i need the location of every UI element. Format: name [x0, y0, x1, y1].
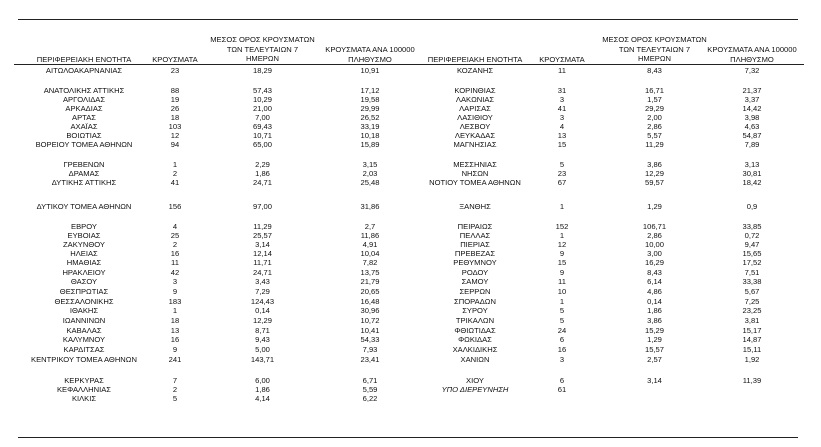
- cell-cases: 61: [557, 385, 567, 394]
- cell-cases: 9: [172, 287, 178, 296]
- cell-avg: 1,86: [255, 169, 270, 178]
- cell-cases: 3: [172, 277, 178, 286]
- cell-name: ΦΘΙΩΤΙΔΑΣ: [454, 326, 496, 335]
- cell-name: ΧΙΟΥ: [466, 376, 484, 385]
- table-row: [0, 297, 821, 306]
- cell-cases: 11: [558, 277, 566, 286]
- cell-name: ΙΩΑΝΝΙΝΩΝ: [62, 316, 106, 325]
- cell-cases: 24: [557, 326, 567, 335]
- cell-name: ΥΠΟ ΔΙΕΡΕΥΝΗΣΗ: [441, 385, 509, 394]
- cell-per100k: 29,99: [360, 104, 380, 113]
- cell-cases: 15: [557, 140, 567, 149]
- cell-avg: 0,14: [255, 306, 270, 315]
- cell-per100k: 13,75: [360, 268, 380, 277]
- bottom-rule: [18, 437, 798, 438]
- cell-avg: 2,86: [647, 122, 662, 131]
- right-header-avg-line3: ΗΜΕΡΩΝ: [637, 54, 672, 63]
- right-header-cases: ΚΡΟΥΣΜΑΤΑ: [539, 55, 585, 64]
- cell-cases: 9: [172, 345, 178, 354]
- cell-per100k: 6,71: [362, 376, 378, 385]
- cell-per100k: 15,11: [742, 345, 762, 354]
- cell-per100k: 9,47: [744, 240, 760, 249]
- cell-cases: 1: [559, 297, 565, 306]
- cell-name: ΞΑΝΘΗΣ: [459, 202, 491, 211]
- cell-name: ΝΟΤΙΟΥ ΤΟΜΕΑ ΑΘΗΝΩΝ: [429, 178, 521, 187]
- cell-per100k: 15,65: [742, 249, 762, 258]
- cell-cases: 23: [170, 66, 180, 75]
- left-header-avg-line3: ΗΜΕΡΩΝ: [245, 54, 280, 63]
- table-row: [0, 95, 821, 104]
- cell-avg: 24,71: [252, 268, 272, 277]
- cell-cases: 5: [559, 160, 565, 169]
- cell-name: ΗΜΑΘΙΑΣ: [66, 258, 102, 267]
- cell-name: ΕΥΒΟΙΑΣ: [67, 231, 101, 240]
- cell-per100k: 3,37: [744, 95, 760, 104]
- cell-per100k: 10,04: [360, 249, 380, 258]
- cell-cases: 2: [172, 385, 178, 394]
- cell-cases: 12: [557, 240, 567, 249]
- table-row: [0, 86, 821, 95]
- cell-name: ΧΑΝΙΩΝ: [460, 355, 490, 364]
- cell-per100k: 3,98: [744, 113, 760, 122]
- cell-per100k: 31,86: [360, 202, 380, 211]
- table-row: [0, 355, 821, 364]
- cell-cases: 152: [555, 222, 569, 231]
- table-row: [0, 240, 821, 249]
- cell-cases: 103: [168, 122, 182, 131]
- cell-avg: 3,14: [647, 376, 662, 385]
- cell-cases: 5: [559, 316, 565, 325]
- cell-cases: 31: [557, 86, 567, 95]
- cell-name: ΔΡΑΜΑΣ: [68, 169, 100, 178]
- cell-per100k: 7,89: [744, 140, 760, 149]
- table-row: [0, 385, 821, 394]
- cell-cases: 11: [558, 66, 566, 75]
- cell-name: ΠΕΙΡΑΙΩΣ: [457, 222, 493, 231]
- cell-name: ΚΙΛΚΙΣ: [71, 394, 97, 403]
- cell-per100k: 18,42: [742, 178, 762, 187]
- table-row: [0, 131, 821, 140]
- left-header-per100k-line1: ΚΡΟΥΣΜΑΤΑ ΑΝΑ 100000: [325, 45, 415, 54]
- cell-name: ΑΡΓΟΛΙΔΑΣ: [62, 95, 106, 104]
- cell-per100k: 15,17: [742, 326, 762, 335]
- cell-cases: 5: [559, 306, 565, 315]
- cell-avg: 69,43: [252, 122, 272, 131]
- cell-cases: 3: [559, 95, 565, 104]
- cell-per100k: 3,81: [744, 316, 760, 325]
- cell-name: ΠΡΕΒΕΖΑΣ: [454, 249, 496, 258]
- cell-cases: 3: [559, 113, 565, 122]
- cell-avg: 6,14: [647, 277, 662, 286]
- cell-name: ΛΑΡΙΣΑΣ: [459, 104, 491, 113]
- cell-name: ΚΑΛΥΜΝΟΥ: [62, 335, 106, 344]
- cell-avg: 15,29: [644, 326, 664, 335]
- cell-avg: 16,71: [644, 86, 664, 95]
- cell-cases: 3: [559, 355, 565, 364]
- cell-avg: 4,14: [255, 394, 270, 403]
- cell-per100k: 5,59: [362, 385, 378, 394]
- cell-cases: 1: [559, 231, 565, 240]
- cell-avg: 59,57: [644, 178, 664, 187]
- cell-cases: 9: [559, 249, 565, 258]
- cell-avg: 10,71: [252, 131, 272, 140]
- cell-name: ΣΥΡΟΥ: [462, 306, 488, 315]
- cell-avg: 1,29: [647, 335, 662, 344]
- cell-name: ΓΡΕΒΕΝΩΝ: [63, 160, 105, 169]
- table-row: [0, 316, 821, 325]
- left-header-rule: [14, 64, 439, 65]
- table-row: [0, 66, 821, 75]
- cell-avg: 97,00: [252, 202, 272, 211]
- cell-per100k: 11,39: [742, 376, 762, 385]
- cell-name: ΠΕΛΛΑΣ: [459, 231, 491, 240]
- left-header-avg-line1: ΜΕΣΟΣ ΟΡΟΣ ΚΡΟΥΣΜΑΤΩΝ: [210, 35, 315, 44]
- cell-avg: 29,29: [644, 104, 664, 113]
- cell-avg: 1,57: [647, 95, 662, 104]
- cell-name: ΘΕΣΣΑΛΟΝΙΚΗΣ: [54, 297, 114, 306]
- cell-avg: 65,00: [252, 140, 272, 149]
- cell-per100k: 7,25: [744, 297, 760, 306]
- cell-avg: 1,86: [255, 385, 270, 394]
- cell-per100k: 10,41: [360, 326, 380, 335]
- cell-avg: 21,00: [252, 104, 272, 113]
- cell-per100k: 33,38: [742, 277, 762, 286]
- cell-avg: 124,43: [250, 297, 275, 306]
- cell-name: ΣΕΡΡΩΝ: [459, 287, 491, 296]
- cell-per100k: 0,9: [746, 202, 758, 211]
- cell-avg: 2,86: [647, 231, 662, 240]
- cell-per100k: 15,89: [360, 140, 380, 149]
- table-row: [0, 113, 821, 122]
- cell-cases: 26: [170, 104, 180, 113]
- table-row: [0, 231, 821, 240]
- table-row: [0, 335, 821, 344]
- cell-avg: 1,29: [647, 202, 662, 211]
- cell-avg: 10,00: [644, 240, 664, 249]
- cell-per100k: 23,41: [360, 355, 380, 364]
- cell-name: ΗΛΕΙΑΣ: [70, 249, 98, 258]
- cell-per100k: 21,37: [742, 86, 762, 95]
- cell-avg: 25,57: [252, 231, 272, 240]
- cell-name: ΑΡΤΑΣ: [72, 113, 96, 122]
- cell-avg: 3,14: [255, 240, 270, 249]
- table-row: [0, 326, 821, 335]
- cell-cases: 41: [170, 178, 180, 187]
- cell-per100k: 30,96: [360, 306, 380, 315]
- cell-per100k: 54,33: [360, 335, 380, 344]
- cell-name: ΣΑΜΟΥ: [461, 277, 489, 286]
- cell-avg: 10,29: [252, 95, 272, 104]
- cell-per100k: 2,7: [364, 222, 376, 231]
- cell-name: ΡΕΘΥΜΝΟΥ: [453, 258, 497, 267]
- cell-cases: 67: [557, 178, 567, 187]
- cell-per100k: 4,63: [744, 122, 760, 131]
- cell-per100k: 26,52: [360, 113, 380, 122]
- cell-avg: 2,00: [647, 113, 662, 122]
- cell-per100k: 7,32: [744, 66, 760, 75]
- cell-per100k: 11,86: [360, 231, 380, 240]
- cell-avg: 8,43: [647, 268, 662, 277]
- table-row: [0, 268, 821, 277]
- cell-cases: 18: [170, 316, 180, 325]
- table-row: [0, 202, 821, 211]
- table-row: [0, 306, 821, 315]
- cell-avg: 4,86: [647, 287, 662, 296]
- cell-avg: 1,86: [647, 306, 662, 315]
- cell-avg: 7,00: [255, 113, 270, 122]
- cell-avg: 9,43: [255, 335, 270, 344]
- cell-cases: 10: [557, 287, 567, 296]
- cell-avg: 3,00: [647, 249, 662, 258]
- cell-cases: 156: [168, 202, 182, 211]
- table-row: [0, 376, 821, 385]
- cell-avg: 6,00: [255, 376, 270, 385]
- cell-cases: 23: [557, 169, 567, 178]
- cell-cases: 15: [557, 258, 567, 267]
- cell-avg: 12,14: [252, 249, 272, 258]
- cell-avg: 57,43: [252, 86, 272, 95]
- cell-per100k: 16,48: [360, 297, 380, 306]
- cell-cases: 5: [172, 394, 178, 403]
- cell-cases: 12: [170, 131, 180, 140]
- cell-avg: 5,00: [255, 345, 270, 354]
- cell-per100k: 30,81: [742, 169, 762, 178]
- cell-cases: 4: [172, 222, 178, 231]
- right-header-rule: [408, 64, 804, 65]
- cell-per100k: 4,91: [362, 240, 378, 249]
- cell-avg: 16,29: [644, 258, 664, 267]
- cell-per100k: 14,42: [742, 104, 762, 113]
- cell-per100k: 54,87: [742, 131, 762, 140]
- cell-name: ΗΡΑΚΛΕΙΟΥ: [62, 268, 106, 277]
- left-header-avg-line2: ΤΩΝ ΤΕΛΕΥΤΑΙΩΝ 7: [226, 44, 299, 54]
- cell-cases: 16: [170, 335, 180, 344]
- cell-cases: 6: [559, 335, 565, 344]
- cell-per100k: 1,92: [744, 355, 760, 364]
- cell-per100k: 5,67: [744, 287, 760, 296]
- cell-cases: 25: [170, 231, 180, 240]
- cell-avg: 18,29: [252, 66, 272, 75]
- cell-name: ΚΟΡΙΝΘΙΑΣ: [454, 86, 496, 95]
- cell-avg: 11,29: [645, 140, 664, 149]
- cell-name: ΙΘΑΚΗΣ: [69, 306, 99, 315]
- cell-avg: 3,86: [647, 316, 662, 325]
- cell-name: ΑΙΤΩΛΟΑΚΑΡΝΑΝΙΑΣ: [45, 66, 123, 75]
- cell-avg: 11,71: [253, 258, 272, 267]
- cell-per100k: 14,87: [742, 335, 762, 344]
- cell-cases: 13: [557, 131, 567, 140]
- cell-avg: 12,29: [644, 169, 664, 178]
- cell-cases: 1: [172, 306, 178, 315]
- cell-avg: 8,71: [255, 326, 270, 335]
- cell-name: ΜΑΓΝΗΣΙΑΣ: [453, 140, 497, 149]
- cell-avg: 11,29: [253, 222, 272, 231]
- cell-per100k: 3,13: [744, 160, 760, 169]
- cell-avg: 3,43: [255, 277, 270, 286]
- cell-cases: 1: [172, 160, 178, 169]
- cell-per100k: 0,72: [744, 231, 760, 240]
- cell-per100k: 20,65: [360, 287, 380, 296]
- cell-per100k: 25,48: [360, 178, 380, 187]
- cell-cases: 6: [559, 376, 565, 385]
- cell-cases: 2: [172, 169, 178, 178]
- cell-name: ΚΕΝΤΡΙΚΟΥ ΤΟΜΕΑ ΑΘΗΝΩΝ: [31, 355, 137, 364]
- cell-cases: 19: [170, 95, 180, 104]
- cell-name: ΒΟΙΩΤΙΑΣ: [66, 131, 102, 140]
- cell-name: ΒΟΡΕΙΟΥ ΤΟΜΕΑ ΑΘΗΝΩΝ: [35, 140, 133, 149]
- cell-avg: 143,71: [250, 355, 275, 364]
- cell-per100k: 17,12: [360, 86, 380, 95]
- cell-per100k: 33,85: [742, 222, 762, 231]
- cell-cases: 183: [168, 297, 182, 306]
- table-row: [0, 140, 821, 149]
- cell-avg: 24,71: [252, 178, 272, 187]
- table-row: [0, 160, 821, 169]
- table-row: [0, 277, 821, 286]
- cell-avg: 2,57: [647, 355, 662, 364]
- cell-name: ΛΑΣΙΘΙΟΥ: [457, 113, 493, 122]
- cell-name: ΚΑΡΔΙΤΣΑΣ: [63, 345, 105, 354]
- cell-avg: 7,29: [255, 287, 270, 296]
- cell-per100k: 7,93: [362, 345, 378, 354]
- cell-per100k: 10,72: [360, 316, 380, 325]
- cell-name: ΚΟΖΑΝΗΣ: [456, 66, 494, 75]
- cell-avg: 8,43: [647, 66, 662, 75]
- cell-per100k: 21,79: [360, 277, 380, 286]
- cell-name: ΛΕΥΚΑΔΑΣ: [454, 131, 496, 140]
- cell-name: ΛΕΣΒΟΥ: [459, 122, 491, 131]
- cell-name: ΠΙΕΡΙΑΣ: [460, 240, 490, 249]
- cell-name: ΑΧΑΪΑΣ: [70, 122, 98, 131]
- cell-cases: 88: [170, 86, 180, 95]
- right-header-per100k-line1: ΚΡΟΥΣΜΑΤΑ ΑΝΑ 100000: [707, 45, 797, 54]
- cell-cases: 11: [171, 258, 179, 267]
- right-header-region: ΠΕΡΙΦΕΡΕΙΑΚΗ ΕΝΟΤΗΤΑ: [427, 55, 523, 64]
- left-header-per100k-line2: ΠΛΗΘΥΣΜΟ: [348, 54, 392, 64]
- cell-per100k: 23,25: [742, 306, 762, 315]
- table-row: [0, 178, 821, 187]
- cell-name: ΡΟΔΟΥ: [461, 268, 489, 277]
- cell-name: ΛΑΚΩΝΙΑΣ: [455, 95, 495, 104]
- table-row: [0, 345, 821, 354]
- cell-per100k: 33,19: [360, 122, 380, 131]
- cell-per100k: 19,58: [360, 95, 380, 104]
- cell-cases: 42: [170, 268, 180, 277]
- table-row: [0, 394, 821, 403]
- table-row: [0, 122, 821, 131]
- table-row: [0, 249, 821, 258]
- cell-name: ΤΡΙΚΑΛΩΝ: [455, 316, 495, 325]
- cell-cases: 18: [170, 113, 180, 122]
- cell-per100k: 7,82: [362, 258, 378, 267]
- top-rule: [18, 19, 798, 20]
- cell-name: ΘΑΣΟΥ: [70, 277, 98, 286]
- cell-name: ΚΕΦΑΛΛΗΝΙΑΣ: [56, 385, 112, 394]
- cell-name: ΚΕΡΚΥΡΑΣ: [64, 376, 104, 385]
- cell-cases: 241: [168, 355, 182, 364]
- table-row: [0, 169, 821, 178]
- table-row: [0, 258, 821, 267]
- cell-name: ΧΑΛΚΙΔΙΚΗΣ: [452, 345, 498, 354]
- cell-avg: 5,57: [647, 131, 662, 140]
- cell-cases: 9: [559, 268, 565, 277]
- cell-cases: 2: [172, 240, 178, 249]
- cell-name: ΖΑΚΥΝΘΟΥ: [63, 240, 105, 249]
- cell-avg: 15,57: [644, 345, 664, 354]
- cell-avg: 2,29: [255, 160, 270, 169]
- cell-per100k: 17,52: [742, 258, 762, 267]
- table-row: [0, 104, 821, 113]
- left-header-region: ΠΕΡΙΦΕΡΕΙΑΚΗ ΕΝΟΤΗΤΑ: [36, 55, 132, 64]
- cell-cases: 94: [170, 140, 180, 149]
- cell-name: ΣΠΟΡΑΔΩΝ: [454, 297, 496, 306]
- cell-name: ΕΒΡΟΥ: [71, 222, 97, 231]
- cell-per100k: 3,15: [362, 160, 378, 169]
- cell-name: ΔΥΤΙΚΟΥ ΤΟΜΕΑ ΑΘΗΝΩΝ: [36, 202, 132, 211]
- cell-per100k: 10,91: [360, 66, 380, 75]
- cell-avg: 106,71: [642, 222, 667, 231]
- cell-per100k: 2,03: [362, 169, 378, 178]
- cell-cases: 13: [170, 326, 180, 335]
- cell-name: ΜΕΣΣΗΝΙΑΣ: [453, 160, 497, 169]
- right-header-per100k: [690, 45, 814, 64]
- cell-per100k: 7,51: [744, 268, 760, 277]
- cell-avg: 0,14: [647, 297, 662, 306]
- cell-cases: 7: [172, 376, 178, 385]
- cell-avg: 12,29: [252, 316, 272, 325]
- left-header-avg: [205, 35, 320, 64]
- cell-cases: 16: [557, 345, 567, 354]
- right-header-per100k-line2: ΠΛΗΘΥΣΜΟ: [730, 54, 774, 64]
- table-row: [0, 222, 821, 231]
- right-header-avg-line1: ΜΕΣΟΣ ΟΡΟΣ ΚΡΟΥΣΜΑΤΩΝ: [602, 35, 707, 44]
- cell-cases: 41: [557, 104, 567, 113]
- cell-name: ΑΡΚΑΔΙΑΣ: [65, 104, 103, 113]
- cell-cases: 16: [170, 249, 180, 258]
- cell-name: ΚΑΒΑΛΑΣ: [66, 326, 102, 335]
- cell-cases: 4: [559, 122, 565, 131]
- table-row: [0, 287, 821, 296]
- cell-cases: 1: [559, 202, 565, 211]
- cell-per100k: 6,22: [362, 394, 378, 403]
- cell-name: ΝΗΣΩΝ: [461, 169, 489, 178]
- cell-name: ΑΝΑΤΟΛΙΚΗΣ ΑΤΤΙΚΗΣ: [43, 86, 125, 95]
- left-header-cases: ΚΡΟΥΣΜΑΤΑ: [152, 55, 198, 64]
- cell-name: ΔΥΤΙΚΗΣ ΑΤΤΙΚΗΣ: [51, 178, 117, 187]
- cell-name: ΦΩΚΙΔΑΣ: [458, 335, 492, 344]
- cell-name: ΘΕΣΠΡΩΤΙΑΣ: [59, 287, 109, 296]
- right-header-avg-line2: ΤΩΝ ΤΕΛΕΥΤΑΙΩΝ 7: [618, 44, 691, 54]
- cell-avg: 3,86: [647, 160, 662, 169]
- cell-per100k: 10,18: [360, 131, 380, 140]
